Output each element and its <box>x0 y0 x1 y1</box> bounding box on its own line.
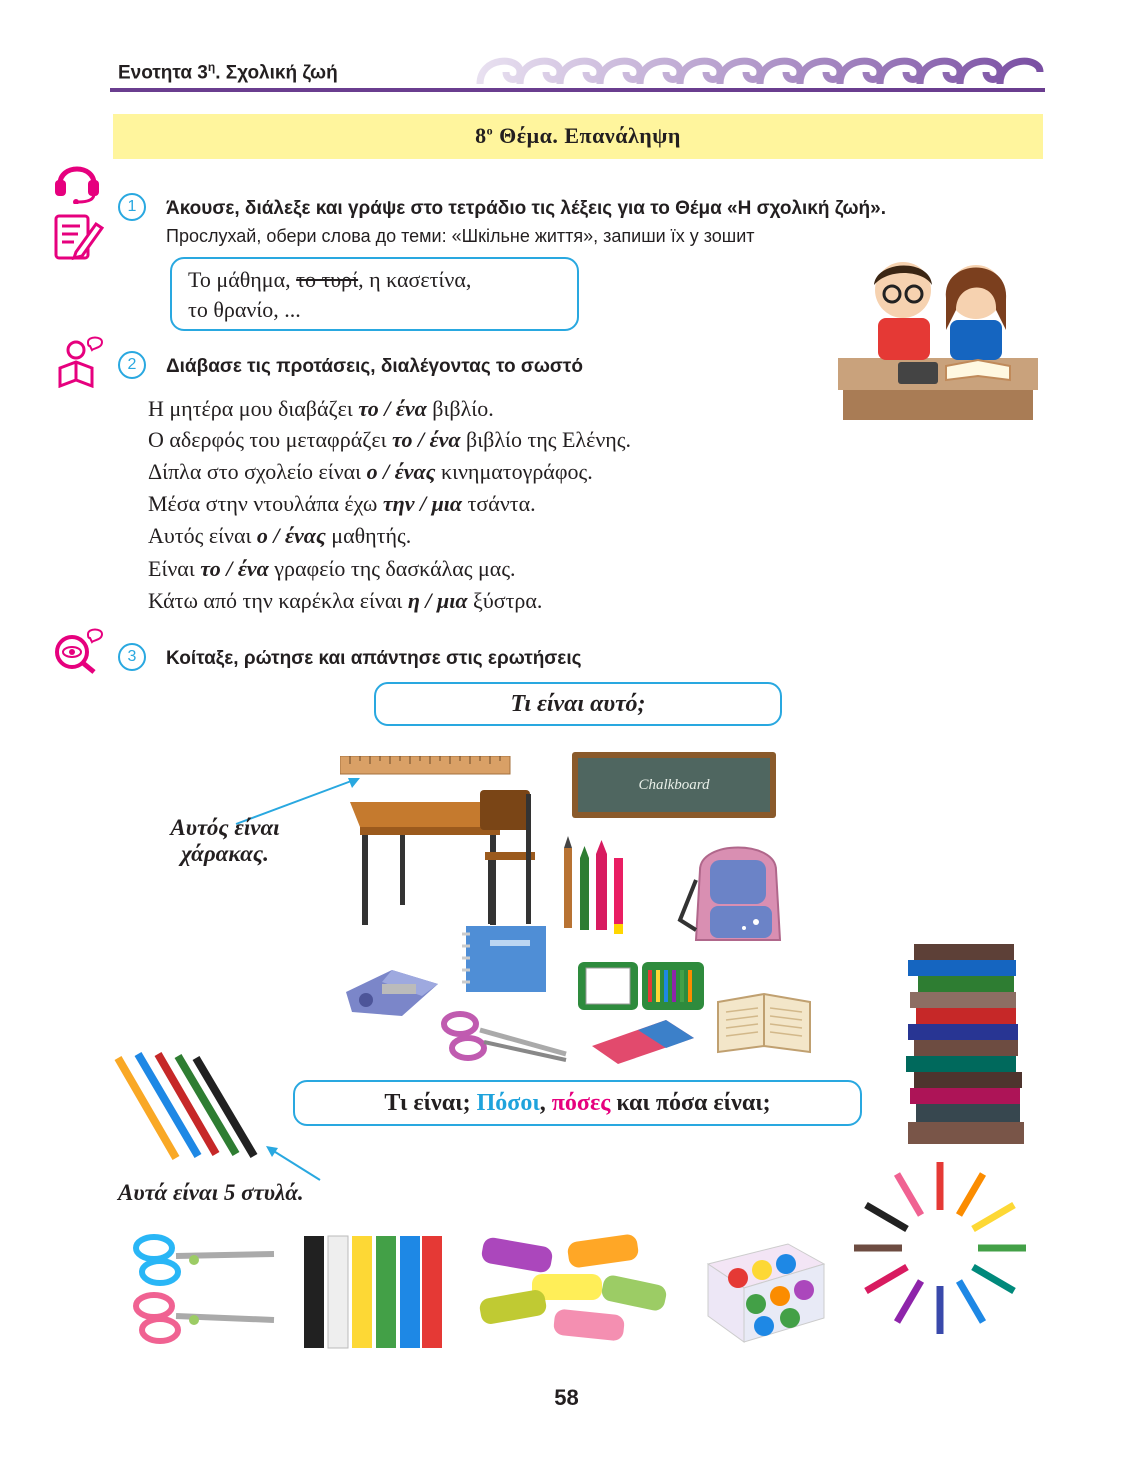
sharpener-image <box>342 962 442 1022</box>
sharpeners-box-image <box>698 1234 832 1346</box>
sentence-4: Μέσα στην ντουλάπα έχω την / μια τσάντα. <box>148 491 536 516</box>
chalkboard-frame <box>572 752 776 818</box>
answer-pens: Αυτά είναι 5 στυλά. <box>118 1180 304 1205</box>
exercise-2-number: 2 <box>118 351 146 379</box>
page-number: 58 <box>554 1385 579 1410</box>
unit-title: Ενοτητα $3^\eta$. Σχολική ζωή <box>118 60 338 84</box>
pencils-crayons-image <box>560 836 635 936</box>
look-magnifier-icon <box>52 626 106 674</box>
eraser-image <box>588 1016 698 1066</box>
notebook-image <box>460 924 552 994</box>
children-reading-illustration <box>838 250 1038 420</box>
pencil-case-image <box>576 958 706 1014</box>
scissors-image <box>440 1004 570 1066</box>
open-book-image <box>714 990 814 1056</box>
exercise-1-heading: Άκουσε, διάλεξε και γράψε στο τετράδιο τις λέξεις για το Θέμα «Η σχολική ζωή». <box>166 198 886 219</box>
exercise-1-subheading: Прослухай, обери слова до теми: «Шкільне життя», запиши їх у зошит <box>166 226 755 246</box>
meander-ornament <box>470 48 1045 88</box>
exercise-1-number: 1 <box>118 193 146 221</box>
sentence-6: Είναι το / ένα γραφείο της δασκάλας μας. <box>148 556 516 581</box>
exercise-3-heading: Κοίταξε, ρώτησε και απάντησε στις ερωτήσεις <box>166 648 582 669</box>
backpack-image <box>676 840 801 950</box>
headphones-icon <box>52 154 102 204</box>
write-notebook-icon <box>52 212 104 262</box>
title-band <box>113 114 1043 159</box>
chalkboard-label: Chalkboard <box>578 758 770 812</box>
exercise-2-heading: Διάβασε τις προτάσεις, διαλέγοντας το σωστό <box>166 356 583 377</box>
page-title: $8^o$ Θέμα. Επανάληψη <box>475 123 681 148</box>
erasers-group-image <box>472 1234 672 1346</box>
colored-pencils-circle-image <box>850 1158 1030 1338</box>
desk-and-chair-image <box>340 782 540 932</box>
sentence-2: Ο αδερφός του μεταφράζει το / ένα βιβλίο της Ελένης. <box>148 427 632 452</box>
word-list-line-2: το θρανίο, ... <box>188 297 301 322</box>
colored-rulers-image <box>302 1234 444 1350</box>
header-rule <box>110 88 1045 92</box>
word-list-line-1: Το μάθημα, το τυρί, η κασετίνα, <box>188 267 472 292</box>
sentence-5: Αυτός είναι ο / ένας μαθητής. <box>148 523 412 548</box>
sentence-7: Κάτω από την καρέκλα είναι η / μια ξύστρα. <box>148 588 543 613</box>
reading-person-icon <box>56 334 106 388</box>
sentence-1: Η μητέρα μου διαβάζει το / ένα βιβλίο. <box>148 396 494 421</box>
five-pens-image <box>112 1050 262 1170</box>
question-how-many: Τι είναι; Πόσοι, πόσες και πόσα είναι; <box>293 1080 862 1126</box>
word-box <box>170 257 579 331</box>
exercise-3-number: 3 <box>118 643 146 671</box>
book-stack-image <box>904 940 1028 1150</box>
sentence-3: Δίπλα στο σχολείο είναι ο / ένας κινηματογράφος. <box>148 459 593 484</box>
struck-word: το τυρί <box>296 267 359 292</box>
answer-ruler: Αυτός είναι χάρακας. <box>170 815 280 866</box>
question-what-is-this: Τι είναι αυτό; <box>374 682 782 726</box>
two-scissors-image <box>130 1230 278 1348</box>
